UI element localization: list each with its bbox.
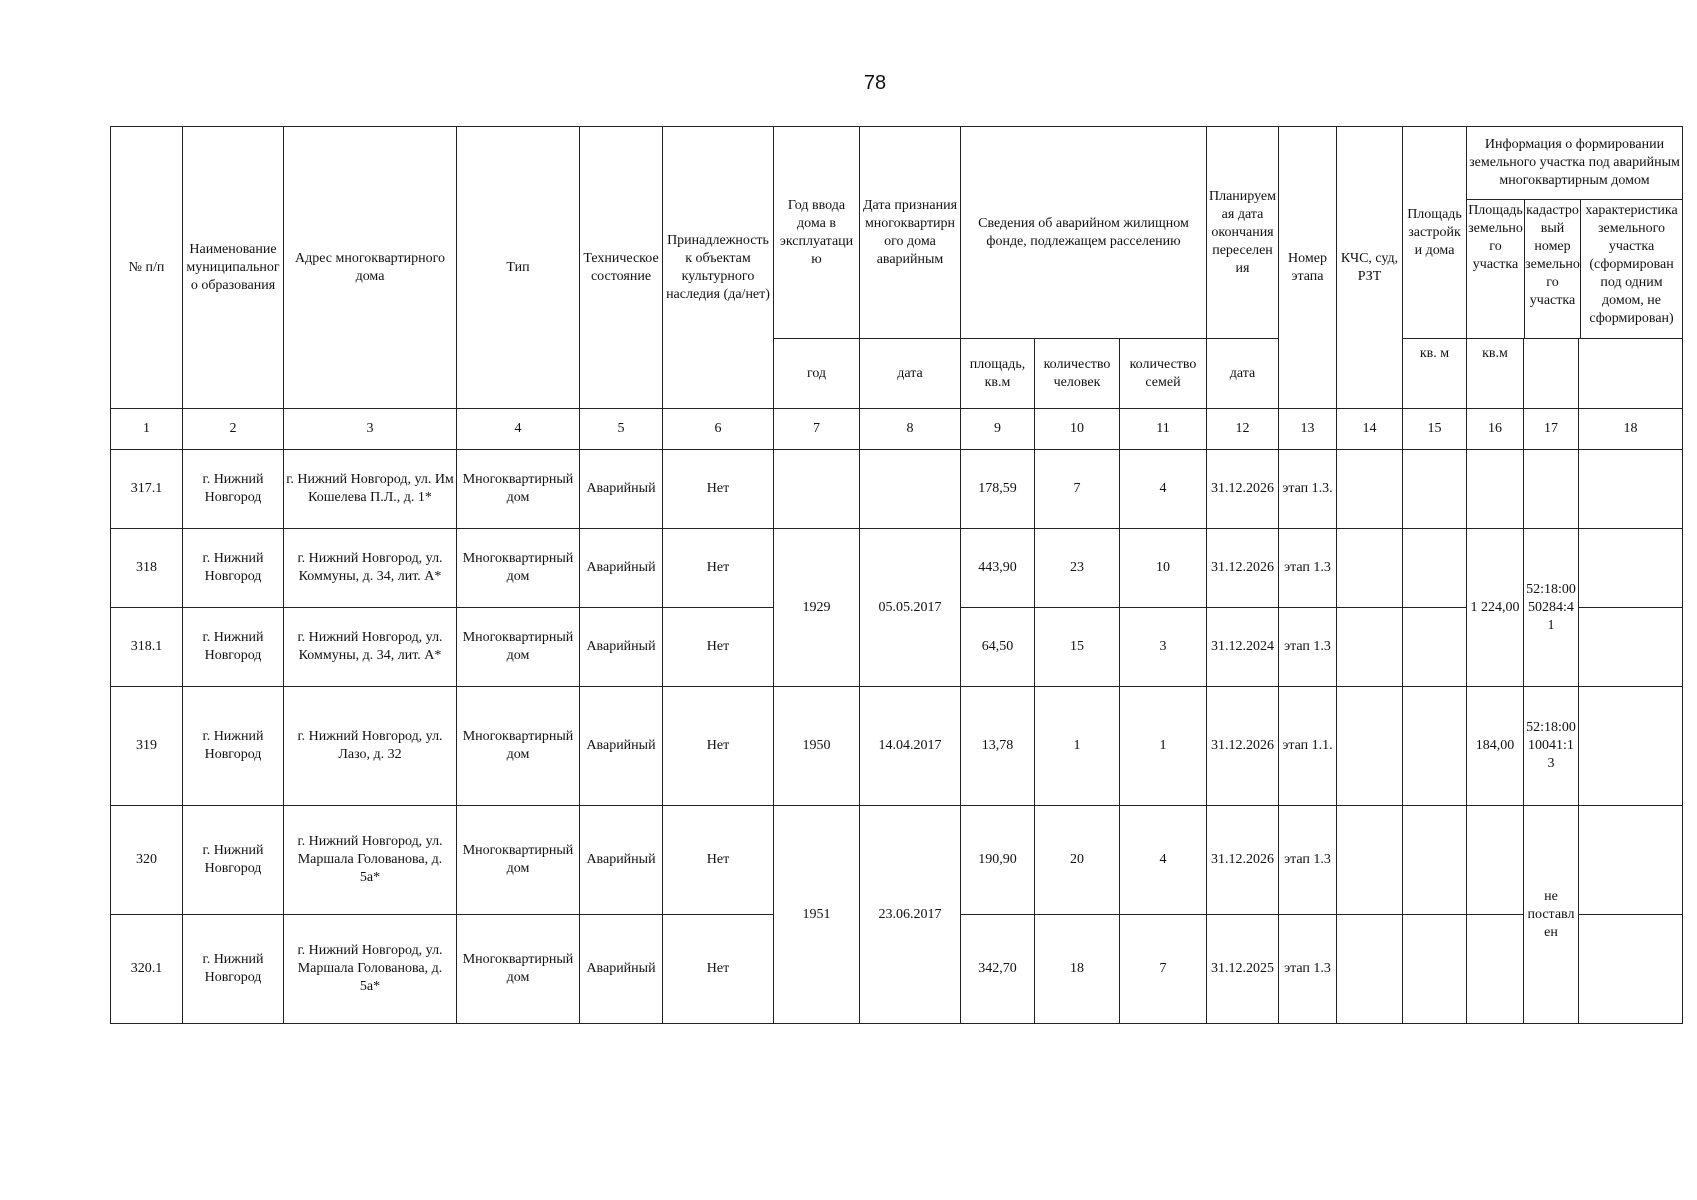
cell-people: 7 bbox=[1035, 450, 1120, 529]
subheader-area: площадь, кв.м bbox=[961, 339, 1035, 409]
cell-address: г. Нижний Новгород, ул. Маршала Голованова, д. 5а* bbox=[284, 806, 457, 915]
cell-number: 318.1 bbox=[111, 608, 183, 687]
col-number: 2 bbox=[183, 409, 284, 450]
cell-number: 319 bbox=[111, 687, 183, 806]
col-number: 8 bbox=[860, 409, 961, 450]
cell-date: 23.06.2017 bbox=[860, 806, 961, 1024]
subheader-cadastral-continued bbox=[1524, 339, 1579, 409]
cell-plan-date: 31.12.2025 bbox=[1207, 915, 1279, 1024]
cell-families: 1 bbox=[1120, 687, 1207, 806]
cell-number: 320 bbox=[111, 806, 183, 915]
cell-heritage: Нет bbox=[663, 915, 774, 1024]
header-stage-number: Номер этапа bbox=[1279, 127, 1337, 409]
subheader-year: год bbox=[774, 339, 860, 409]
cell-area: 443,90 bbox=[961, 529, 1035, 608]
subheader-date: дата bbox=[860, 339, 961, 409]
emergency-housing-table bbox=[110, 126, 1683, 1024]
page-number: 78 bbox=[863, 72, 887, 94]
cell-area: 342,70 bbox=[961, 915, 1035, 1024]
cell-municipality: г. Нижний Новгород bbox=[183, 806, 284, 915]
cell-address: г. Нижний Новгород, ул. Маршала Голованова, д. 5а* bbox=[284, 915, 457, 1024]
cell-state: Аварийный bbox=[580, 915, 663, 1024]
cell-area: 13,78 bbox=[961, 687, 1035, 806]
cell-people: 1 bbox=[1035, 687, 1120, 806]
cell-year: 1929 bbox=[774, 529, 860, 687]
subheader-land-area-unit: кв.м bbox=[1467, 339, 1524, 409]
cell-land-char bbox=[1579, 450, 1683, 529]
cell-kchs bbox=[1337, 529, 1403, 608]
subheader-plan-date: дата bbox=[1207, 339, 1279, 409]
cell-state: Аварийный bbox=[580, 529, 663, 608]
cell-plan-date: 31.12.2026 bbox=[1207, 687, 1279, 806]
cell-families: 3 bbox=[1120, 608, 1207, 687]
subheader-people: количество человек bbox=[1035, 339, 1120, 409]
col-number: 6 bbox=[663, 409, 774, 450]
cell-area: 64,50 bbox=[961, 608, 1035, 687]
header-land-area: Площадь земельного участка bbox=[1467, 200, 1525, 338]
cell-land-char bbox=[1579, 915, 1683, 1024]
cell-stage: этап 1.3 bbox=[1279, 529, 1337, 608]
cell-municipality: г. Нижний Новгород bbox=[183, 529, 284, 608]
col-number: 5 bbox=[580, 409, 663, 450]
cell-type: Многоквартирный дом bbox=[457, 529, 580, 608]
cell-state: Аварийный bbox=[580, 806, 663, 915]
cell-date bbox=[860, 450, 961, 529]
header-type: Тип bbox=[457, 127, 580, 409]
cell-heritage: Нет bbox=[663, 450, 774, 529]
cell-plan-date: 31.12.2026 bbox=[1207, 450, 1279, 529]
cell-people: 23 bbox=[1035, 529, 1120, 608]
col-number: 10 bbox=[1035, 409, 1120, 450]
cell-date: 05.05.2017 bbox=[860, 529, 961, 687]
cell-type: Многоквартирный дом bbox=[457, 806, 580, 915]
col-number: 16 bbox=[1467, 409, 1524, 450]
cell-families: 4 bbox=[1120, 450, 1207, 529]
header-address: Адрес многоквартирного дома bbox=[284, 127, 457, 409]
cell-build-area bbox=[1403, 915, 1467, 1024]
cell-stage: этап 1.3 bbox=[1279, 608, 1337, 687]
cell-kchs bbox=[1337, 450, 1403, 529]
cell-people: 18 bbox=[1035, 915, 1120, 1024]
table-row bbox=[111, 450, 1683, 529]
cell-municipality: г. Нижний Новгород bbox=[183, 915, 284, 1024]
cell-municipality: г. Нижний Новгород bbox=[183, 450, 284, 529]
cell-number: 320.1 bbox=[111, 915, 183, 1024]
header-cadastral: кадастровый номер земельного участка bbox=[1525, 200, 1581, 338]
header-recognition-date: Дата признания многоквартирного дома аварийным bbox=[860, 127, 961, 339]
cell-number: 317.1 bbox=[111, 450, 183, 529]
cell-families: 4 bbox=[1120, 806, 1207, 915]
header-tech-state: Техническое состояние bbox=[580, 127, 663, 409]
header-number: № п/п bbox=[111, 127, 183, 409]
cell-people: 20 bbox=[1035, 806, 1120, 915]
cell-land-char bbox=[1579, 806, 1683, 915]
cell-land-char bbox=[1579, 529, 1683, 608]
col-number: 15 bbox=[1403, 409, 1467, 450]
col-number: 14 bbox=[1337, 409, 1403, 450]
cell-municipality: г. Нижний Новгород bbox=[183, 608, 284, 687]
cell-build-area bbox=[1403, 529, 1467, 608]
col-number: 7 bbox=[774, 409, 860, 450]
cell-heritage: Нет bbox=[663, 687, 774, 806]
header-land-info bbox=[1467, 127, 1683, 339]
cell-address: г. Нижний Новгород, ул. Коммуны, д. 34, лит. А* bbox=[284, 529, 457, 608]
cell-families: 10 bbox=[1120, 529, 1207, 608]
cell-land-area bbox=[1467, 806, 1524, 915]
cell-year: 1951 bbox=[774, 806, 860, 1024]
cell-cadastral: 52:18:0010041:13 bbox=[1524, 687, 1579, 806]
col-number: 11 bbox=[1120, 409, 1207, 450]
cell-plan-date: 31.12.2024 bbox=[1207, 608, 1279, 687]
cell-kchs bbox=[1337, 915, 1403, 1024]
subheader-families: количество семей bbox=[1120, 339, 1207, 409]
cell-type: Многоквартирный дом bbox=[457, 450, 580, 529]
cell-stage: этап 1.3 bbox=[1279, 806, 1337, 915]
header-kchs: КЧС, суд, РЗТ bbox=[1337, 127, 1403, 409]
cell-cadastral bbox=[1524, 450, 1579, 529]
header-land-info-title: Информация о формировании земельного участка под аварийным многоквартирным домом bbox=[1467, 127, 1682, 200]
cell-stage: этап 1.1. bbox=[1279, 687, 1337, 806]
col-number: 3 bbox=[284, 409, 457, 450]
col-number: 13 bbox=[1279, 409, 1337, 450]
cell-build-area bbox=[1403, 608, 1467, 687]
col-number: 4 bbox=[457, 409, 580, 450]
cell-kchs bbox=[1337, 608, 1403, 687]
cell-stage: этап 1.3. bbox=[1279, 450, 1337, 529]
cell-type: Многоквартирный дом bbox=[457, 687, 580, 806]
cell-land-char bbox=[1579, 608, 1683, 687]
header-land-char: характеристика земельного участка (сформирован под одним домом, не сформирован) bbox=[1585, 203, 1678, 326]
cell-address: г. Нижний Новгород, ул. Им Кошелева П.Л., д. 1* bbox=[284, 450, 457, 529]
cell-kchs bbox=[1337, 687, 1403, 806]
cell-year bbox=[774, 450, 860, 529]
cell-people: 15 bbox=[1035, 608, 1120, 687]
cell-type: Многоквартирный дом bbox=[457, 915, 580, 1024]
cell-plan-date: 31.12.2026 bbox=[1207, 529, 1279, 608]
cell-heritage: Нет bbox=[663, 529, 774, 608]
cell-heritage: Нет bbox=[663, 806, 774, 915]
col-number: 18 bbox=[1579, 409, 1683, 450]
cell-build-area bbox=[1403, 806, 1467, 915]
header-heritage: Принадлежность к объектам культурного наследия (да/нет) bbox=[663, 127, 774, 409]
cell-kchs bbox=[1337, 806, 1403, 915]
cell-state: Аварийный bbox=[580, 450, 663, 529]
cell-heritage: Нет bbox=[663, 608, 774, 687]
subheader-build-area-unit: кв. м bbox=[1403, 339, 1467, 409]
cell-municipality: г. Нижний Новгород bbox=[183, 687, 284, 806]
cell-state: Аварийный bbox=[580, 608, 663, 687]
cell-cadastral: не поставлен bbox=[1524, 806, 1579, 1024]
table-row bbox=[111, 687, 1683, 806]
cell-land-area bbox=[1467, 450, 1524, 529]
cell-number: 318 bbox=[111, 529, 183, 608]
col-number: 12 bbox=[1207, 409, 1279, 450]
cell-date: 14.04.2017 bbox=[860, 687, 961, 806]
cell-land-area: 184,00 bbox=[1467, 687, 1524, 806]
header-planned-date: Планируемая дата окончания переселения bbox=[1207, 127, 1279, 339]
subheader-char-continued bbox=[1579, 339, 1683, 409]
cell-build-area bbox=[1403, 687, 1467, 806]
cell-area: 190,90 bbox=[961, 806, 1035, 915]
header-year-built: Год ввода дома в эксплуатацию bbox=[774, 127, 860, 339]
cell-land-char bbox=[1579, 687, 1683, 806]
col-number: 1 bbox=[111, 409, 183, 450]
cell-year: 1950 bbox=[774, 687, 860, 806]
cell-type: Многоквартирный дом bbox=[457, 608, 580, 687]
cell-land-area: 1 224,00 bbox=[1467, 529, 1524, 687]
cell-cadastral: 52:18:0050284:41 bbox=[1524, 529, 1579, 687]
table-row bbox=[111, 529, 1683, 608]
cell-address: г. Нижний Новгород, ул. Лазо, д. 32 bbox=[284, 687, 457, 806]
cell-families: 7 bbox=[1120, 915, 1207, 1024]
cell-build-area bbox=[1403, 450, 1467, 529]
cell-land-area bbox=[1467, 915, 1524, 1024]
table-row bbox=[111, 806, 1683, 915]
col-number: 17 bbox=[1524, 409, 1579, 450]
cell-plan-date: 31.12.2026 bbox=[1207, 806, 1279, 915]
cell-stage: этап 1.3 bbox=[1279, 915, 1337, 1024]
cell-state: Аварийный bbox=[580, 687, 663, 806]
header-housing-info: Сведения об аварийном жилищном фонде, подлежащем расселению bbox=[961, 127, 1207, 339]
col-number: 9 bbox=[961, 409, 1035, 450]
header-municipality: Наименование муниципального образования bbox=[183, 127, 284, 409]
header-building-area: Площадь застройки дома bbox=[1403, 127, 1467, 339]
cell-area: 178,59 bbox=[961, 450, 1035, 529]
cell-address: г. Нижний Новгород, ул. Коммуны, д. 34, лит. А* bbox=[284, 608, 457, 687]
